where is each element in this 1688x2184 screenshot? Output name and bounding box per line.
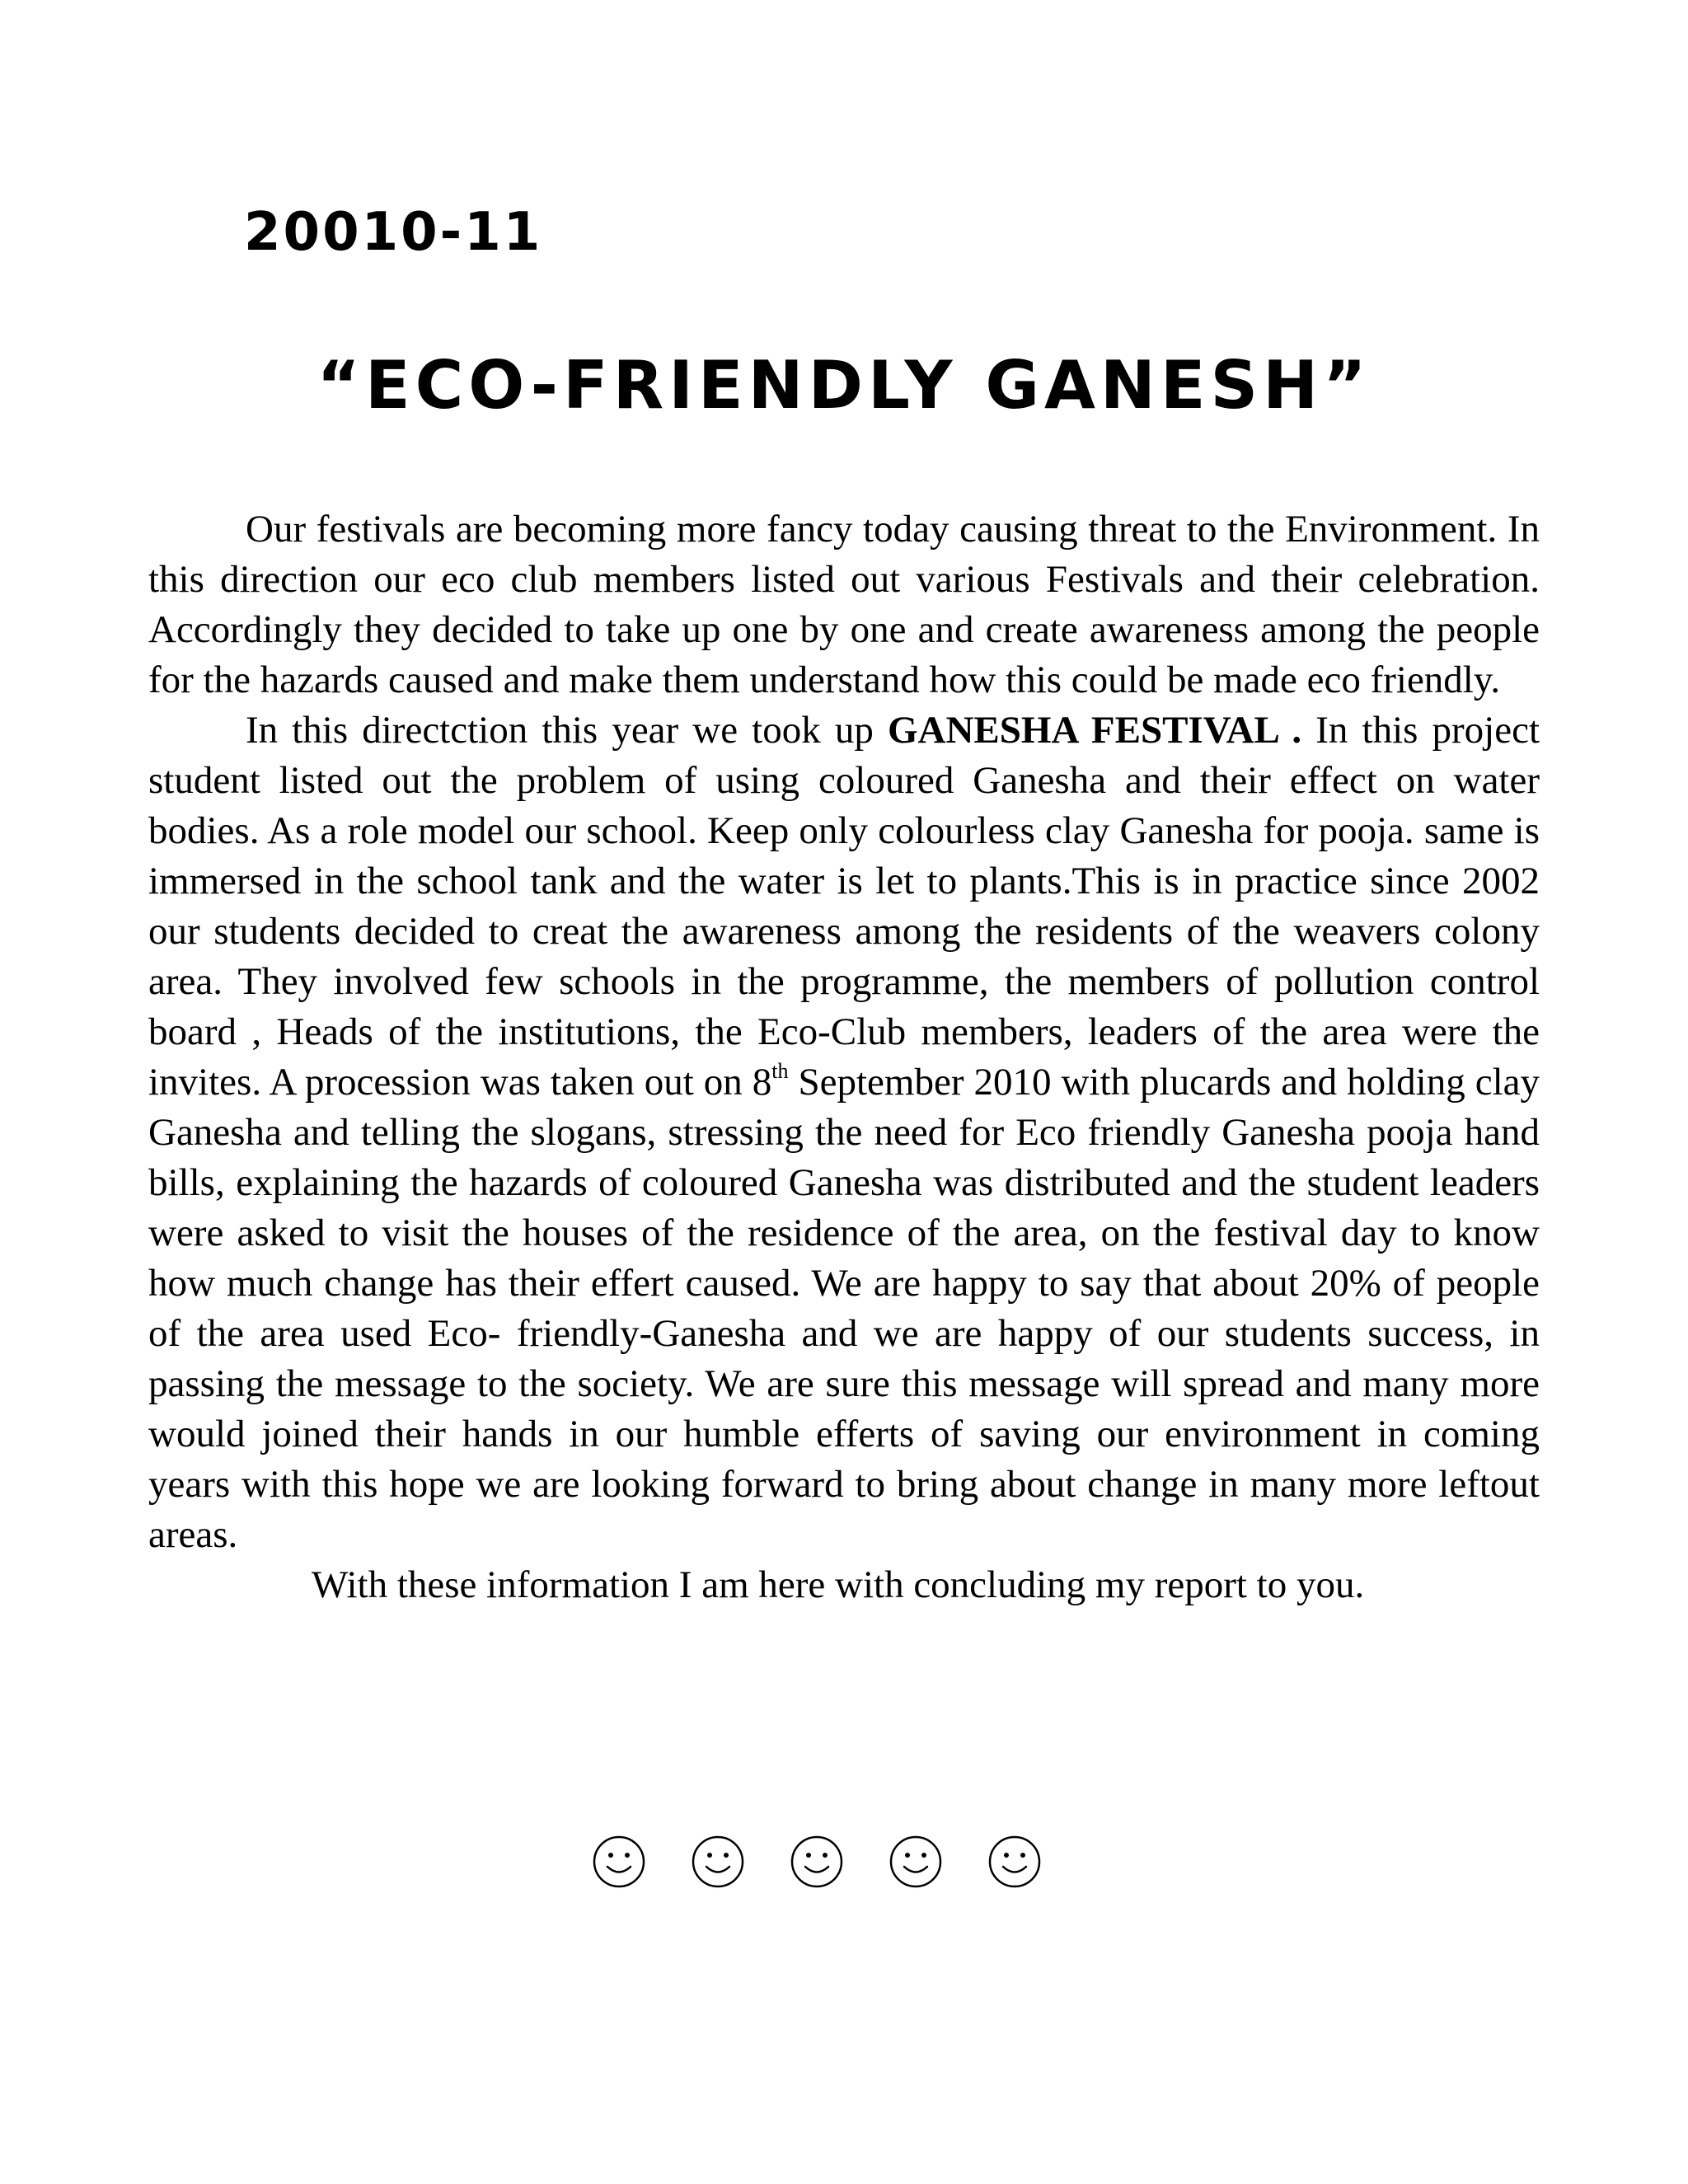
paragraph-ganesha-details: In this project student listed out the problem of using coloured Ganesha and their effect on water bodies. As a role model our school. Keep only colourless clay Ganesha for pooja. same is immersed in the school tank and the water is let to plants.This is in practice since 2002 our students decided to creat the awareness among the residents of the weavers colony area. They involved few schools in the programme, the members of pollution control board , Heads of the institutions, the Eco-Club members, leaders of the area were the invites. A procession was taken out on 8 bbox=[148, 709, 1540, 1104]
smiley-row bbox=[592, 1835, 1042, 1889]
paragraph-closing: With these information I am here with concluding my report to you. bbox=[312, 1563, 1365, 1606]
paragraph-ganesha-intro: In this directction this year we took up bbox=[246, 709, 874, 752]
smiley-face-icon bbox=[987, 1835, 1042, 1889]
report-year: 20010-11 bbox=[244, 202, 543, 263]
smiley-face-icon bbox=[691, 1835, 745, 1889]
smiley-face-icon bbox=[889, 1835, 943, 1889]
paragraph-ganesha-project bbox=[148, 705, 1540, 1560]
smiley-face-icon bbox=[790, 1835, 844, 1889]
paragraph-intro: Our festivals are becoming more fancy today causing threat to the Environment. In this direction our eco club members listed out various Festivals and their celebration. Accordingly they decided to take up one by one and create awareness among the people for the hazards caused and make them understand how this could be made eco friendly. bbox=[148, 508, 1540, 701]
date-ordinal-suffix: th bbox=[771, 1059, 789, 1083]
report-title: “ECO-FRIENDLY GANESH” bbox=[316, 347, 1372, 424]
report-body bbox=[148, 504, 1540, 1610]
paragraph-ganesha-outcome: September 2010 with plucards and holding clay Ganesha and telling the slogans, stressing the need for Eco friendly Ganesha pooja hand bills, explaining the hazards of coloured Ganesha was distributed and the student leaders were asked to visit the houses of the residence of the area, on the festival day to know how much change has their effert caused. We are happy to say that about 20% of people of the area used Eco- friendly-Ganesha and we are happy of our students success, in passing the message to the society. We are sure this message will spread and many more would joined their hands in our humble efferts of saving our environment in coming years with this hope we are looking forward to bring about change in many more leftout areas. bbox=[148, 1061, 1540, 1556]
smiley-face-icon bbox=[592, 1835, 646, 1889]
ganesha-festival-highlight: GANESHA FESTIVAL . bbox=[887, 709, 1302, 752]
